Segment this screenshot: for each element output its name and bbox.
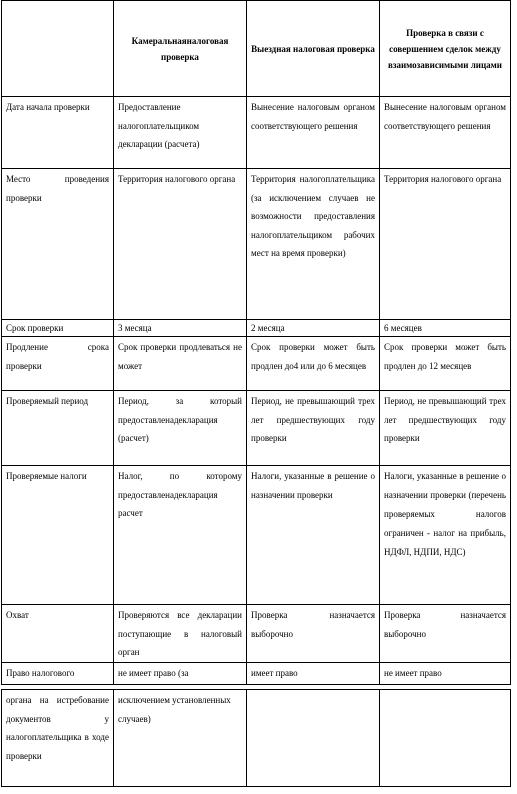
table-cell: Вынесение налоговым органом соответствующего решения: [380, 97, 511, 169]
table-cell: Срок проверки может быть продлен до 12 месяцев: [380, 337, 511, 391]
row-label: Проверяемый период: [2, 391, 114, 466]
table-cell: не имеет право (за: [114, 662, 247, 684]
header-field-audit: Выездная налоговая проверка: [247, 1, 380, 97]
table-cell: Проверяются все декларации поступающие в налоговый орган: [114, 605, 247, 663]
table-cell: 3 месяца: [114, 320, 247, 337]
row-label: Проверяемые налоги: [2, 466, 114, 605]
table-row: [2, 320, 511, 337]
table-row: [2, 466, 511, 605]
table-cell: Срок проверки продлеваться не может: [114, 337, 247, 391]
table-cell: Период, не превышающий трех лет предшествующих году проверки: [247, 391, 380, 466]
table-row: [2, 605, 511, 663]
header-desk-audit: Камеральнаяналоговая проверка: [114, 1, 247, 97]
header-related-party-audit: Проверка в связи с совершением сделок между взаимозависимыми лицами: [380, 1, 511, 97]
table-row: [2, 662, 511, 684]
continuation-table: [1, 689, 511, 787]
table-row: [2, 690, 511, 787]
table-cell: [247, 690, 380, 787]
table-cell: Налог, по которому предоставленадекларация расчет: [114, 466, 247, 605]
row-label: Срок проверки: [2, 320, 114, 337]
table-cell: Налоги, указанные в решение о назначении проверки: [247, 466, 380, 605]
comparison-table: [1, 0, 511, 685]
table-cell: [380, 690, 511, 787]
header-row: [2, 1, 511, 97]
table-cell: имеет право: [247, 662, 380, 684]
table-cell: Период, не превышающий трех лет предшествующих году проверки: [380, 391, 511, 466]
header-empty-cell: [2, 1, 114, 97]
table-cell: не имеет право: [380, 662, 511, 684]
table-cell: Предоставление налогоплательщиком декларации (расчета): [114, 97, 247, 169]
row-label: органа на истребование документов у налогоплательщика в ходе проверки: [2, 690, 114, 787]
table-cell: Вынесение налоговым органом соответствующего решения: [247, 97, 380, 169]
row-label: Право налогового: [2, 662, 114, 684]
table-cell: Территория налогоплательщика (за исключением случаев не возможности предоставления налогоплательщиком рабочих мест на время проверки): [247, 169, 380, 320]
table-cell: 6 месяцев: [380, 320, 511, 337]
table-cell: Срок проверки может быть продлен до4 или до 6 месяцев: [247, 337, 380, 391]
table-cell: Проверка назначается выборочно: [380, 605, 511, 663]
table-row: [2, 337, 511, 391]
table-cell: исключением установленных случаев): [114, 690, 247, 787]
table-cell: 2 месяца: [247, 320, 380, 337]
table-row: [2, 97, 511, 169]
row-label: Место проведения проверки: [2, 169, 114, 320]
row-label: Охват: [2, 605, 114, 663]
table-cell: Налоги, указанные в решение о назначении проверки (перечень проверяемых налогов ограничен - налог на прибыль, НДФЛ, НДПИ, НДС): [380, 466, 511, 605]
table-row: [2, 391, 511, 466]
row-label: Продление срока проверки: [2, 337, 114, 391]
table-cell: Период, за который предоставленадекларация (расчет): [114, 391, 247, 466]
row-label: Дата начала проверки: [2, 97, 114, 169]
table-cell: Проверка назначается выборочно: [247, 605, 380, 663]
table-cell: Территория налогового органа: [380, 169, 511, 320]
table-cell: Территория налогового органа: [114, 169, 247, 320]
table-row: [2, 169, 511, 320]
